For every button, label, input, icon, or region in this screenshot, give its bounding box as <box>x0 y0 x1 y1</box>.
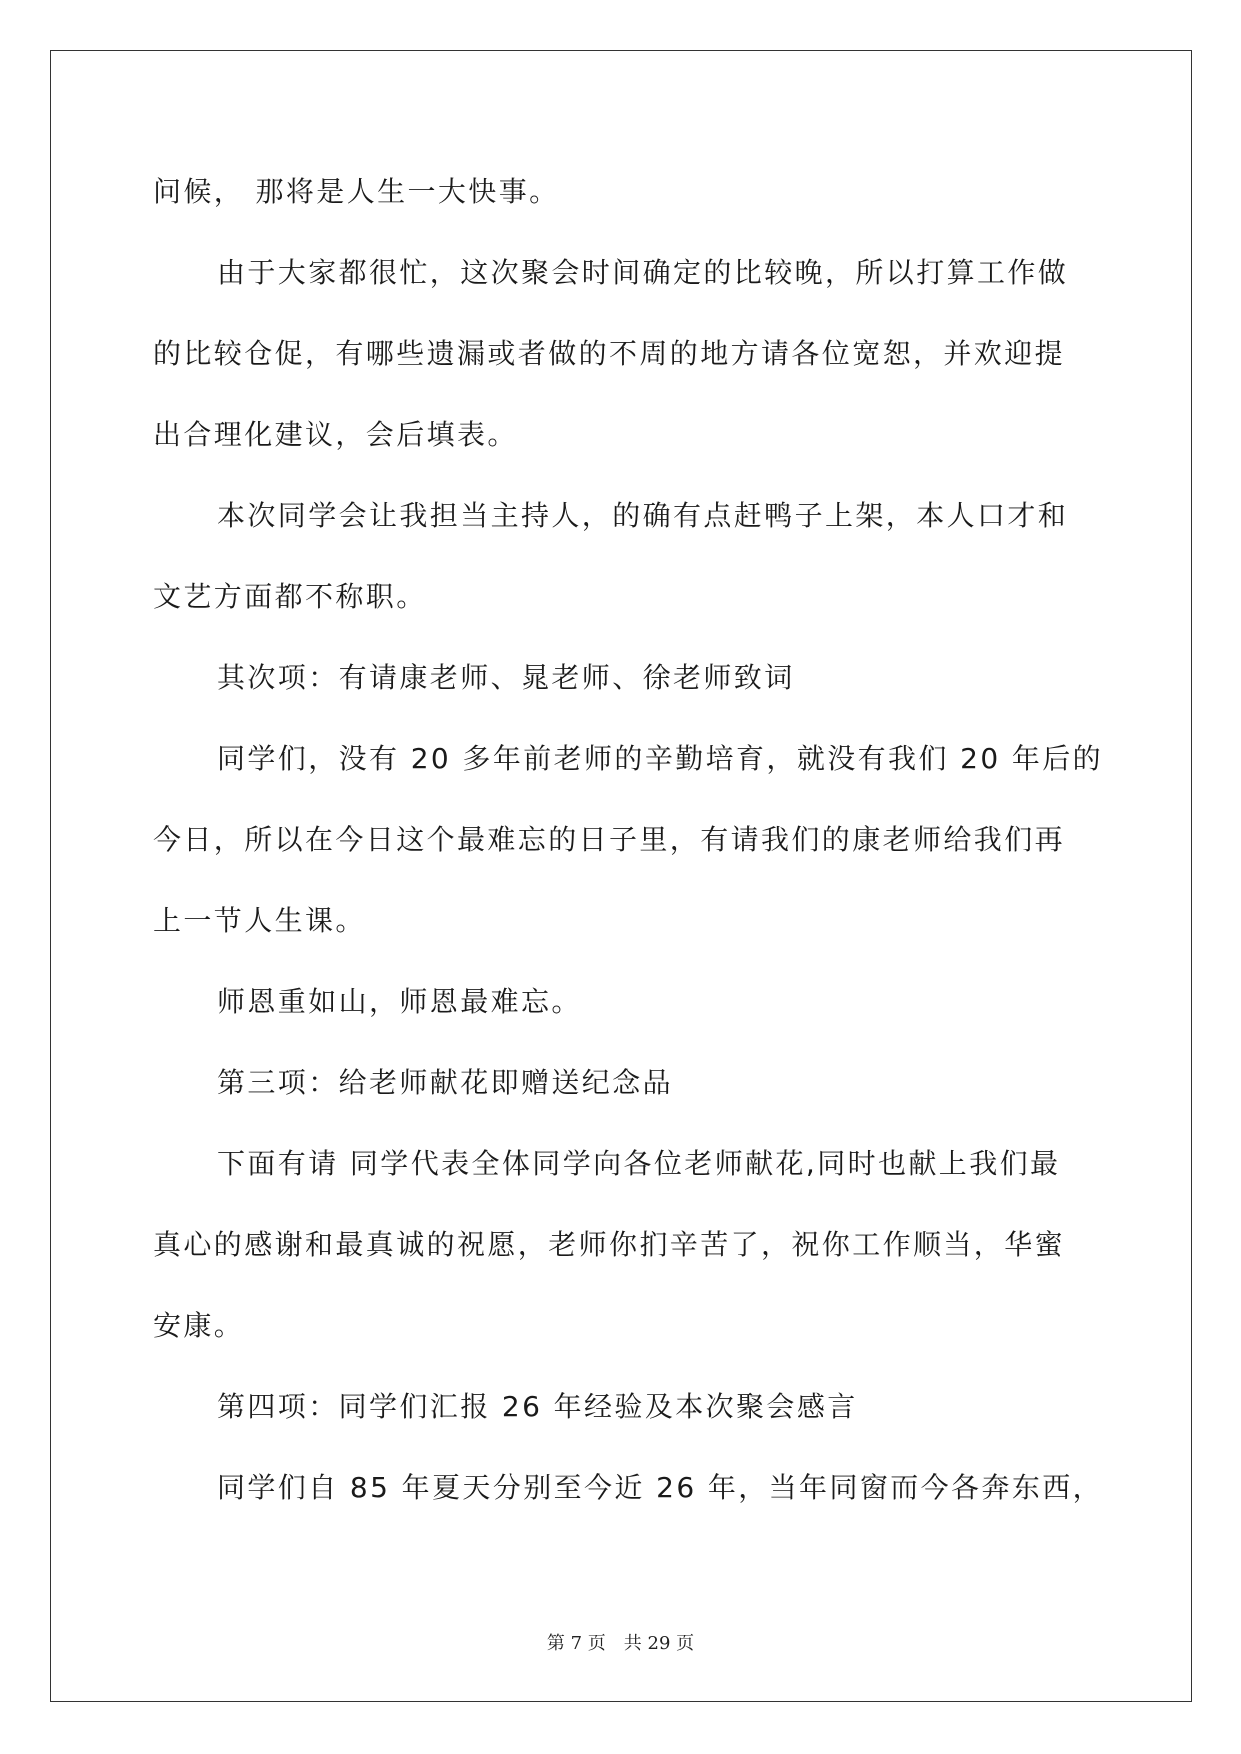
body-line: 上一节人生课。 <box>153 904 366 937</box>
page-number: 第 7 页 <box>546 1633 606 1654</box>
page-border <box>50 50 1192 1702</box>
body-line: 问候， 那将是人生一大快事。 <box>153 175 560 208</box>
body-line: 第三项：给老师献花即赠送纪念品 <box>217 1066 674 1099</box>
body-line: 出合理化建议，会后填表。 <box>153 418 518 451</box>
body-line: 安康。 <box>153 1309 245 1342</box>
body-line: 真心的感谢和最真诚的祝愿，老师你扪辛苦了，祝你工作顺当，华蜜 <box>153 1228 1066 1261</box>
body-line: 其次项：有请康老师、晁老师、徐老师致词 <box>217 661 795 694</box>
body-line: 第四项：同学们汇报 26 年经验及本次聚会感言 <box>217 1390 858 1423</box>
page-total: 共 29 页 <box>623 1633 695 1654</box>
body-line: 同学们，没有 20 多年前老师的辛勤培育，就没有我们 20 年后的 <box>217 742 1104 775</box>
body-line: 同学们自 85 年夏天分别至今近 26 年，当年同窗而今各奔东西， <box>217 1471 1104 1504</box>
body-line: 今日，所以在今日这个最难忘的日子里，有请我们的康老师给我们再 <box>153 823 1066 856</box>
body-line: 本次同学会让我担当主持人，的确有点赶鸭子上架，本人口才和 <box>217 499 1069 532</box>
page-footer <box>0 1629 1241 1655</box>
body-line: 由于大家都很忙，这次聚会时间确定的比较晚，所以打算工作做 <box>217 256 1069 289</box>
body-line: 的比较仓促，有哪些遗漏或者做的不周的地方请各位宽恕，并欢迎提 <box>153 337 1066 370</box>
body-line: 师恩重如山，师恩最难忘。 <box>217 985 582 1018</box>
body-line: 文艺方面都不称职。 <box>153 580 427 613</box>
body-line: 下面有请 同学代表全体同学向各位老师献花,同时也献上我们最 <box>217 1147 1061 1180</box>
